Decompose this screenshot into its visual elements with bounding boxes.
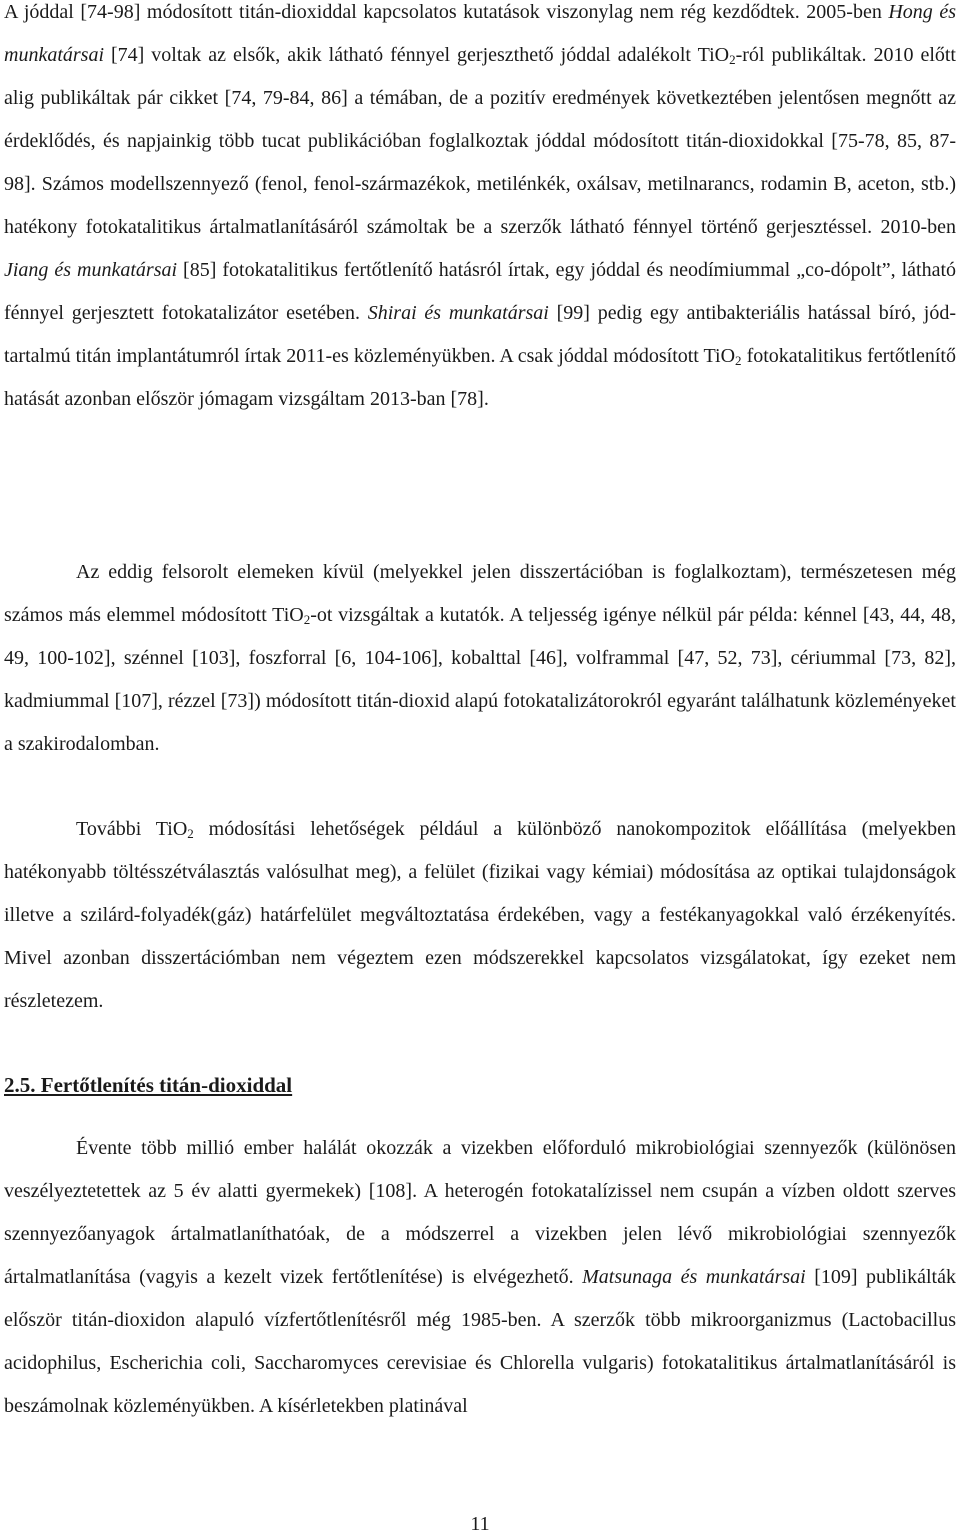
italic-author-text: Shirai és munkatársai	[367, 302, 549, 324]
section-heading: 2.5. Fertőtlenítés titán-dioxiddal	[4, 1073, 293, 1097]
subscript-text: 2	[735, 353, 742, 368]
subscript-text: 2	[303, 612, 311, 627]
subscript-text: 2	[187, 826, 194, 841]
paragraph-iodine-doping: A jóddal [74-98] módosított titán-dioxiddal kapcsolatos kutatások viszonylag nem rég kezdődtek. 2005-ben Hong és munkatársai [74] voltak az elsők, akik látható fénnyel gerjeszthető jóddal adalékolt TiO$_2$-ról publikáltak. 2010 előtt alig publikáltak pár cikket [74, 79-84, 86] a témában, de a pozitív eredmények következtében jelentősen megnőtt az érdeklődés, és napjainkig több tucat publikációban foglalkoztak jóddal módosított titán-dioxidokkal [75-78, 85, 87-98]. Számos modellszennyező (fenol, fenol-származékok, metilénkék, oxálsav, metilnarancs, rodamin B, aceton, stb.) hatékony fotokatalitikus ártalmatlanításáról számoltak be a szerzők látható fénnyel történő gerjesztéssel. 2010-ben Jiang és munkatársai [85] fotokatalitikus fertőtlenítő hatásról írtak, egy jóddal és neodímiummal „co-dópolt”, látható fénnyel gerjesztett fotokatalizátor esetében. Shirai és munkatársai [99] pedig egy antibakteriális hatással bíró, jód-tartalmú titán implantátumról írtak 2011-es közleményükben. A csak jóddal módosított TiO$_2$ fotokatalitikus fertőtlenítő hatását azonban először jómagam vizsgáltam 2013-ban [78].	[4, 1, 957, 410]
page-number: 11	[470, 1513, 490, 1535]
italic-author-text: Hong és munkatársai	[4, 1, 956, 66]
italic-author-text: Jiang és munkatársai	[4, 259, 178, 281]
paragraph-further-modifications: További TiO$_2$ módosítási lehetőségek például a különböző nanokompozitok előállítása (melyekben hatékonyabb töltésszétválasztás valósulhat meg), a felület (fizikai vagy kémiai) módosítása az optikai tulajdonságok illetve a szilárd-folyadék(gáz) határfelület megváltoztatása érdekében, vagy a festékanyagokkal való érzékenyítés. Mivel azonban disszertációmban nem végeztem ezen módszerekkel kapcsolatos vizsgálatokat, így ezeket nem részletezem.	[4, 818, 957, 1012]
subscript-text: 2	[729, 52, 736, 67]
italic-author-text: Matsunaga és munkatársai	[582, 1266, 806, 1288]
paragraph-disinfection: Évente több millió ember halálát okozzák a vizekben előforduló mikrobiológiai szennyezők (különösen veszélyeztetettek az 5 év alatti gyermekek) [108]. A heterogén fotokatalízissel nem csupán a vízben oldott szerves szennyezőanyagok ártalmatlaníthatóak, de a módszerrel a vizekben jelen lévő mikrobiológiai szennyezők ártalmatlanítása (vagyis a kezelt vizek fertőtlenítése) is elvégezhető. Matsunaga és munkatársai [109] publikálták először titán-dioxidon alapuló vízfertőtlenítésről még 1985-ben. A szerzők több mikroorganizmus (Lactobacillus acidophilus, Escherichia coli, Saccharomyces cerevisiae és Chlorella vulgaris) fotokatalitikus ártalmatlanításáról is beszámolnak közleményükben. A kísérletekben platinával	[4, 1137, 956, 1417]
paragraph-other-elements: Az eddig felsorolt elemeken kívül (melyekkel jelen disszertációban is foglalkoztam), természetesen még számos más elemmel módosított TiO$_2$-ot vizsgáltak a kutatók. A teljesség igénye nélkül pár példa: kénnel [43, 44, 48, 49, 100-102], szénnel [103], foszforral [6, 104-106], kobalttal [46], volframmal [47, 52, 73], cériummal [73, 82], kadmiummal [107], rézzel [73]) módosított titán-dioxid alapú fotokatalizátorokról egyaránt találhatunk közleményeket a szakirodalomban.	[4, 561, 956, 755]
